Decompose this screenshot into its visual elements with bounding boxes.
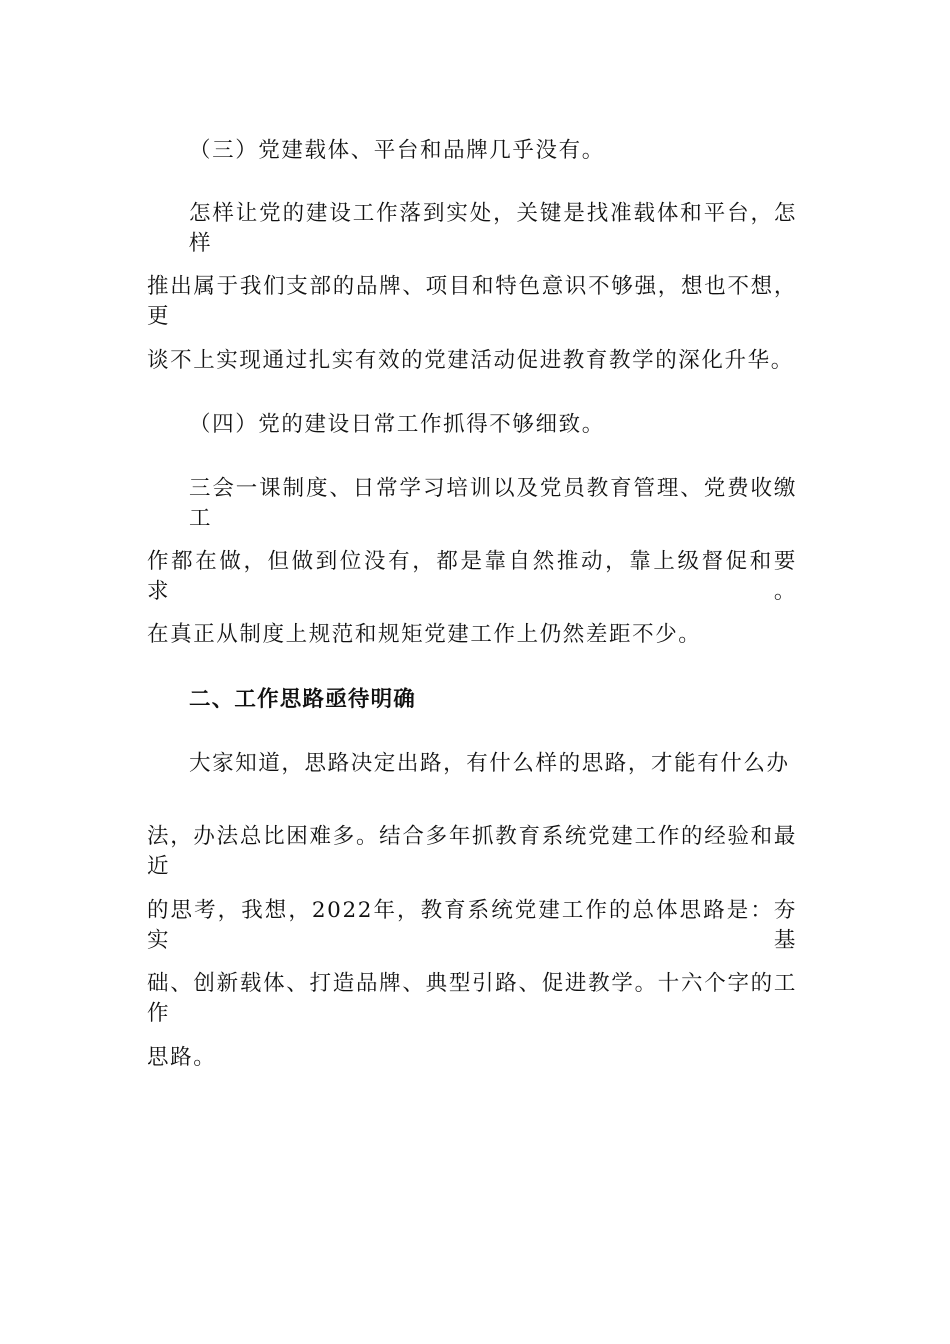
section-heading: 二、工作思路亟待明确 — [189, 687, 417, 712]
paragraph-line: 的思考，我想，2022年，教育系统党建工作的总体思路是：夯实基 — [147, 898, 797, 953]
paragraph-line: 思路。 — [147, 1045, 217, 1070]
paragraph-line: 怎样让党的建设工作落到实处，关键是找准载体和平台，怎样 — [189, 201, 797, 256]
paragraph-line: 法，办法总比困难多。结合多年抓教育系统党建工作的经验和最近 — [147, 824, 797, 879]
subheading-three: （三）党建载体、平台和品牌几乎没有。 — [189, 138, 605, 163]
paragraph-line: 三会一课制度、日常学习培训以及党员教育管理、党费收缴工 — [189, 476, 797, 531]
paragraph-line: 在真正从制度上规范和规矩党建工作上仍然差距不少。 — [147, 622, 702, 647]
paragraph-line: 推出属于我们支部的品牌、项目和特色意识不够强，想也不想，更 — [147, 274, 797, 329]
paragraph-line: 作都在做，但做到位没有，都是靠自然推动，靠上级督促和要求。 — [147, 549, 797, 604]
paragraph-line: 谈不上实现通过扎实有效的党建活动促进教育教学的深化升华。 — [147, 348, 794, 373]
paragraph-line: 础、创新载体、打造品牌、典型引路、促进教学。十六个字的工作 — [147, 971, 797, 1026]
paragraph-line: 大家知道，思路决定出路，有什么样的思路，才能有什么办 — [189, 751, 790, 776]
subheading-four: （四）党的建设日常工作抓得不够细致。 — [189, 412, 605, 437]
